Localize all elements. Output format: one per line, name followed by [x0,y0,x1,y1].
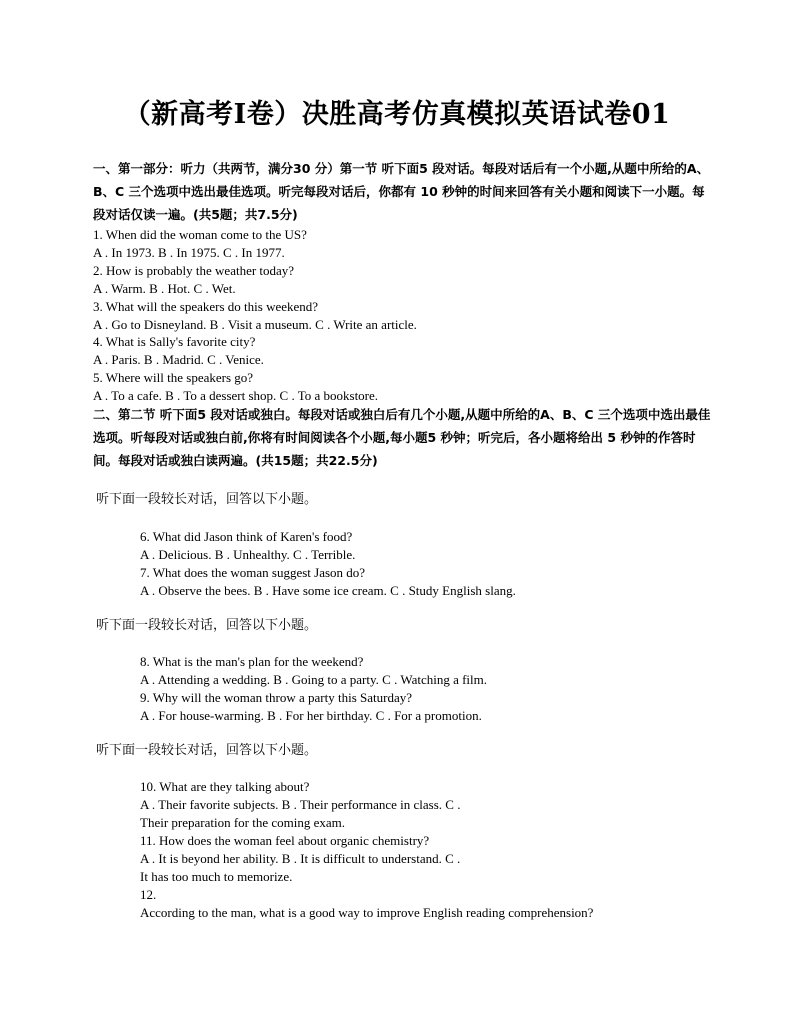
q6-options: A . Delicious. B . Unhealthy. C . Terrible. [140,547,356,562]
q8-question: 8. What is the man's plan for the weekend? [140,654,364,669]
q5-options: A . To a cafe. B . To a dessert shop. C . To a bookstore. [93,388,379,403]
q4-options: A . Paris. B . Madrid. C . Venice. [93,352,264,367]
q10-options-continued: Their preparation for the coming exam. [140,815,346,830]
q1-question: 1. When did the woman come to the US? [93,227,307,242]
q7-question: 7. What does the woman suggest Jason do? [140,565,366,580]
q12-question: According to the man, what is a good way to improve English reading comprehension? [140,905,594,920]
q1-options: A . In 1973. B . In 1975. C . In 1977. [93,245,285,260]
q11-options: A . It is beyond her ability. B . It is difficult to understand. C . [140,851,461,866]
q11-options-continued: It has too much to memorize. [140,869,293,884]
instruction-3: 听下面一段较长对话，回答以下小题。 [96,743,318,758]
q11-question: 11. How does the woman feel about organic chemistry? [140,833,430,848]
part2-heading: 二、第二节 听下面5 段对话或独白。每段对话或独白后有几个小题,从题中所给的A、B、C 三个选项中选出最佳选项。听每段对话或独白前,你将有时间阅读各个小题,每小题5 秒钟；听完后，各小题将给出 5 秒钟的作答时间。每段对话或独白读两遍。(共15题；共22.5分) [93,407,711,468]
q12-number: 12. [140,887,157,902]
instruction-2: 听下面一段较长对话，回答以下小题。 [96,618,318,633]
q10-question: 10. What are they talking about? [140,779,310,794]
q9-options: A . For house-warming. B . For her birthday. C . For a promotion. [140,708,482,723]
instruction-1: 听下面一段较长对话，回答以下小题。 [96,492,318,507]
q2-options: A . Warm. B . Hot. C . Wet. [93,281,236,296]
q7-options: A . Observe the bees. B . Have some ice cream. C . Study English slang. [140,583,516,598]
q6-question: 6. What did Jason think of Karen's food? [140,529,353,544]
q8-options: A . Attending a wedding. B . Going to a party. C . Watching a film. [140,672,488,687]
q3-options: A . Go to Disneyland. B . Visit a museum. C . Write an article. [93,317,417,332]
q9-question: 9. Why will the woman throw a party this Saturday? [140,690,412,705]
q10-options: A . Their favorite subjects. B . Their performance in class. C . [140,797,461,812]
q5-question: 5. Where will the speakers go? [93,370,254,385]
page-title: （新高考I卷）决胜高考仿真模拟英语试卷01 [123,99,671,130]
q3-question: 3. What will the speakers do this weekend? [93,299,319,314]
q2-question: 2. How is probably the weather today? [93,263,295,278]
part1-heading: 一、第一部分：听力（共两节，满分30 分）第一节 听下面5 段对话。每段对话后有一个小题,从题中所给的A、B、C 三个选项中选出最佳选项。听完每段对话后，你都有 10 秒钟的时间来回答有关小题和阅读下一小题。每段对话仅读一遍。(共5题；共7.5分) [93,161,710,222]
q4-question: 4. What is Sally's favorite city? [93,334,256,349]
